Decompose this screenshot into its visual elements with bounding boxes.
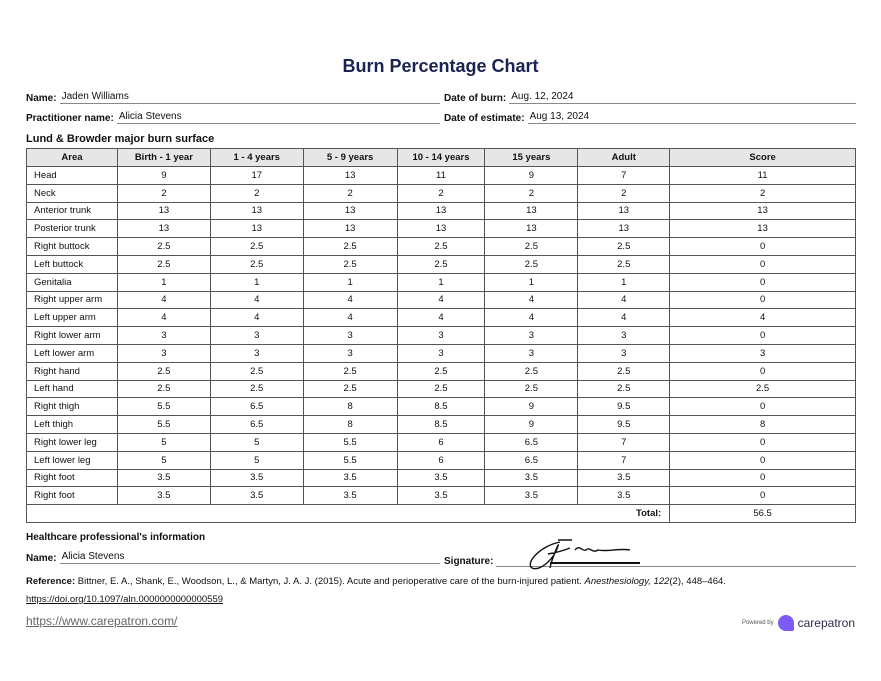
brand-name: carepatron: [797, 616, 855, 630]
value-cell: 4: [578, 291, 670, 309]
column-header: 1 - 4 years: [210, 149, 303, 167]
score-cell: 11: [670, 167, 856, 185]
value-cell: 9.5: [578, 398, 670, 416]
area-cell: Right foot: [27, 487, 118, 505]
estimate-date: Aug 13, 2024: [528, 111, 856, 124]
value-cell: 2.5: [485, 238, 578, 256]
column-header: Birth - 1 year: [117, 149, 210, 167]
value-cell: 2.5: [117, 255, 210, 273]
table-row: [27, 327, 856, 345]
column-header: Adult: [578, 149, 670, 167]
doi-link[interactable]: https://doi.org/10.1097/aln.0000000000000559: [26, 594, 224, 605]
table-row: [27, 416, 856, 434]
value-cell: 2.5: [397, 255, 485, 273]
area-cell: Right lower leg: [27, 433, 118, 451]
value-cell: 3.5: [117, 487, 210, 505]
value-cell: 2.5: [397, 362, 485, 380]
value-cell: 9.5: [578, 416, 670, 434]
table-row: [27, 451, 856, 469]
value-cell: 4: [485, 309, 578, 327]
value-cell: 2: [578, 184, 670, 202]
label: Date of burn:: [444, 93, 507, 104]
value-cell: 2.5: [485, 255, 578, 273]
value-cell: 6: [397, 451, 485, 469]
signature-field: [444, 551, 856, 567]
value-cell: 4: [485, 291, 578, 309]
table-row: [27, 309, 856, 327]
area-cell: Right foot: [27, 469, 118, 487]
table-row: [27, 273, 856, 291]
value-cell: 13: [578, 202, 670, 220]
value-cell: 13: [397, 220, 485, 238]
value-cell: 2.5: [485, 380, 578, 398]
area-cell: Neck: [27, 184, 118, 202]
score-cell: 0: [670, 362, 856, 380]
signature-image: [520, 538, 645, 574]
value-cell: 4: [117, 291, 210, 309]
value-cell: 6.5: [485, 451, 578, 469]
table-row: [27, 487, 856, 505]
value-cell: 1: [303, 273, 397, 291]
practitioner-field: [26, 111, 440, 124]
value-cell: 5.5: [117, 398, 210, 416]
score-cell: 0: [670, 327, 856, 345]
area-cell: Left lower arm: [27, 344, 118, 362]
value-cell: 3.5: [210, 487, 303, 505]
table-row: [27, 469, 856, 487]
score-cell: 2.5: [670, 380, 856, 398]
value-cell: 2.5: [578, 380, 670, 398]
value-cell: 2.5: [485, 362, 578, 380]
value-cell: 3: [397, 344, 485, 362]
value-cell: 5: [117, 451, 210, 469]
value-cell: 9: [485, 416, 578, 434]
value-cell: 2.5: [303, 362, 397, 380]
value-cell: 13: [485, 202, 578, 220]
table-row: [27, 202, 856, 220]
label: Name:: [26, 553, 57, 564]
area-cell: Right upper arm: [27, 291, 118, 309]
reference-journal: Anesthesiology, 122: [584, 576, 670, 587]
table-row: [27, 220, 856, 238]
value-cell: 6.5: [485, 433, 578, 451]
value-cell: 8: [303, 416, 397, 434]
value-cell: 1: [210, 273, 303, 291]
score-cell: 8: [670, 416, 856, 434]
score-cell: 4: [670, 309, 856, 327]
value-cell: 4: [117, 309, 210, 327]
value-cell: 13: [397, 202, 485, 220]
table-row: [27, 238, 856, 256]
area-cell: Left thigh: [27, 416, 118, 434]
value-cell: 2.5: [210, 362, 303, 380]
value-cell: 3.5: [397, 487, 485, 505]
label: Practitioner name:: [26, 113, 114, 124]
area-cell: Head: [27, 167, 118, 185]
professional-name-field: [26, 551, 440, 564]
value-cell: 7: [578, 433, 670, 451]
value-cell: 7: [578, 451, 670, 469]
value-cell: 13: [578, 220, 670, 238]
value-cell: 3.5: [485, 487, 578, 505]
label: Date of estimate:: [444, 113, 525, 124]
value-cell: 2.5: [578, 362, 670, 380]
value-cell: 4: [303, 291, 397, 309]
value-cell: 2.5: [578, 238, 670, 256]
value-cell: 2: [397, 184, 485, 202]
value-cell: 8: [303, 398, 397, 416]
table-row: [27, 380, 856, 398]
value-cell: 1: [578, 273, 670, 291]
value-cell: 4: [397, 309, 485, 327]
powered-by-text: Powered by: [741, 620, 774, 626]
value-cell: 3.5: [117, 469, 210, 487]
value-cell: 5: [210, 433, 303, 451]
burn-date: Aug. 12, 2024: [509, 91, 856, 104]
table-row: [27, 362, 856, 380]
area-cell: Genitalia: [27, 273, 118, 291]
table-row: [27, 344, 856, 362]
value-cell: 3.5: [485, 469, 578, 487]
value-cell: 1: [485, 273, 578, 291]
column-header: 10 - 14 years: [397, 149, 485, 167]
value-cell: 9: [485, 398, 578, 416]
value-cell: 3.5: [578, 469, 670, 487]
score-cell: 3: [670, 344, 856, 362]
value-cell: 3.5: [210, 469, 303, 487]
value-cell: 2.5: [117, 380, 210, 398]
column-header: 15 years: [485, 149, 578, 167]
value-cell: 3.5: [303, 469, 397, 487]
value-cell: 6.5: [210, 416, 303, 434]
value-cell: 13: [210, 220, 303, 238]
value-cell: 3: [303, 344, 397, 362]
patient-name: Jaden Williams: [60, 91, 440, 104]
value-cell: 3: [117, 344, 210, 362]
value-cell: 1: [117, 273, 210, 291]
value-cell: 5.5: [117, 416, 210, 434]
total-label: Total:: [27, 505, 670, 523]
value-cell: 5.5: [303, 451, 397, 469]
value-cell: 4: [210, 309, 303, 327]
value-cell: 13: [117, 202, 210, 220]
value-cell: 8.5: [397, 416, 485, 434]
score-cell: 0: [670, 451, 856, 469]
value-cell: 3.5: [578, 487, 670, 505]
area-cell: Posterior trunk: [27, 220, 118, 238]
value-cell: 5.5: [303, 433, 397, 451]
score-cell: 0: [670, 238, 856, 256]
value-cell: 3: [578, 327, 670, 345]
value-cell: 5: [117, 433, 210, 451]
value-cell: 1: [397, 273, 485, 291]
value-cell: 3: [210, 327, 303, 345]
reference: [26, 573, 856, 609]
table-row: [27, 291, 856, 309]
score-cell: 0: [670, 291, 856, 309]
score-cell: 13: [670, 202, 856, 220]
value-cell: 2.5: [578, 255, 670, 273]
score-cell: 13: [670, 220, 856, 238]
section-title: Lund & Browder major burn surface: [26, 133, 215, 145]
area-cell: Right lower arm: [27, 327, 118, 345]
professional-section-title: Healthcare professional's information: [26, 532, 206, 543]
value-cell: 2.5: [210, 380, 303, 398]
table-row: [27, 184, 856, 202]
value-cell: 4: [578, 309, 670, 327]
value-cell: 8.5: [397, 398, 485, 416]
area-cell: Anterior trunk: [27, 202, 118, 220]
value-cell: 2.5: [303, 380, 397, 398]
value-cell: 4: [210, 291, 303, 309]
area-cell: Left buttock: [27, 255, 118, 273]
score-cell: 2: [670, 184, 856, 202]
table-row: [27, 167, 856, 185]
practitioner-name: Alicia Stevens: [117, 111, 440, 124]
value-cell: 2.5: [117, 362, 210, 380]
label: Signature:: [444, 556, 494, 567]
carepatron-logo-icon: [778, 615, 794, 631]
value-cell: 3: [485, 327, 578, 345]
column-header: Score: [670, 149, 856, 167]
area-cell: Right thigh: [27, 398, 118, 416]
value-cell: 2.5: [210, 238, 303, 256]
value-cell: 5: [210, 451, 303, 469]
estimate-date-field: [444, 111, 856, 124]
area-cell: Right buttock: [27, 238, 118, 256]
value-cell: 3: [578, 344, 670, 362]
value-cell: 13: [117, 220, 210, 238]
value-cell: 3: [485, 344, 578, 362]
area-cell: Left hand: [27, 380, 118, 398]
value-cell: 9: [117, 167, 210, 185]
value-cell: 3: [397, 327, 485, 345]
value-cell: 2.5: [397, 380, 485, 398]
value-cell: 11: [397, 167, 485, 185]
value-cell: 2: [485, 184, 578, 202]
value-cell: 3: [303, 327, 397, 345]
page-title: Burn Percentage Chart: [342, 56, 539, 76]
value-cell: 2: [210, 184, 303, 202]
area-cell: Left upper arm: [27, 309, 118, 327]
score-cell: 0: [670, 273, 856, 291]
table-row: [27, 398, 856, 416]
value-cell: 3.5: [397, 469, 485, 487]
value-cell: 2.5: [303, 255, 397, 273]
value-cell: 4: [397, 291, 485, 309]
value-cell: 6: [397, 433, 485, 451]
value-cell: 6.5: [210, 398, 303, 416]
value-cell: 13: [210, 202, 303, 220]
value-cell: 9: [485, 167, 578, 185]
table-row: [27, 433, 856, 451]
score-cell: 0: [670, 469, 856, 487]
burn-table: [26, 148, 856, 523]
value-cell: 2.5: [210, 255, 303, 273]
value-cell: 7: [578, 167, 670, 185]
score-cell: 0: [670, 398, 856, 416]
value-cell: 13: [303, 220, 397, 238]
value-cell: 3.5: [303, 487, 397, 505]
value-cell: 2.5: [117, 238, 210, 256]
reference-issue: (2), 448–464.: [669, 576, 726, 587]
label: Name:: [26, 93, 57, 104]
patient-name-field: [26, 91, 440, 104]
value-cell: 13: [485, 220, 578, 238]
table-row: [27, 255, 856, 273]
value-cell: 13: [303, 167, 397, 185]
value-cell: 3: [210, 344, 303, 362]
value-cell: 2.5: [303, 238, 397, 256]
value-cell: 2.5: [397, 238, 485, 256]
table-header: [27, 149, 856, 167]
professional-name: Alicia Stevens: [60, 551, 440, 564]
brand-logo: [742, 615, 855, 631]
value-cell: 3: [117, 327, 210, 345]
reference-text: Bittner, E. A., Shank, E., Woodson, L., & Martyn, J. A. J. (2015). Acute and perioperative care of the burn-injured patient.: [75, 576, 585, 587]
reference-label: Reference:: [26, 576, 76, 587]
area-cell: Right hand: [27, 362, 118, 380]
value-cell: 13: [303, 202, 397, 220]
total-value: 56.5: [670, 505, 856, 523]
value-cell: 17: [210, 167, 303, 185]
total-row: [27, 505, 856, 523]
score-cell: 0: [670, 487, 856, 505]
column-header: 5 - 9 years: [303, 149, 397, 167]
value-cell: 2: [117, 184, 210, 202]
value-cell: 4: [303, 309, 397, 327]
carepatron-url-link[interactable]: https://www.carepatron.com/: [26, 614, 178, 628]
area-cell: Left lower leg: [27, 451, 118, 469]
value-cell: 2: [303, 184, 397, 202]
column-header: Area: [27, 149, 118, 167]
burn-date-field: [444, 91, 856, 104]
score-cell: 0: [670, 255, 856, 273]
score-cell: 0: [670, 433, 856, 451]
